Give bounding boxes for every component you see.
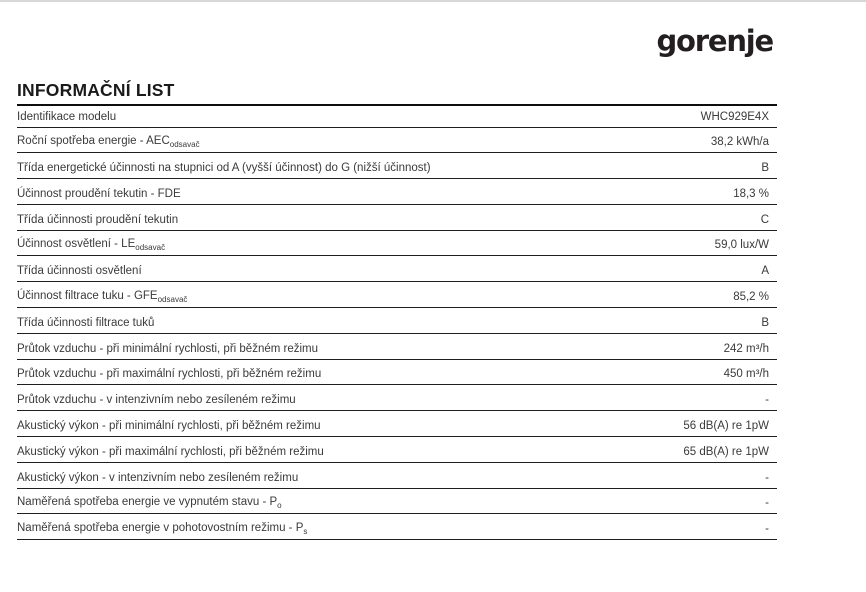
table-row	[17, 106, 777, 128]
table-row	[17, 437, 777, 463]
spec-label-subscript: o	[277, 501, 282, 511]
table-row	[17, 360, 777, 386]
spec-label	[17, 214, 178, 226]
spec-label	[17, 188, 181, 200]
spec-value: 18,3 %	[733, 187, 769, 200]
spec-value: B	[761, 162, 769, 175]
spec-value: B	[761, 316, 769, 329]
spec-value: WHC929E4X	[700, 110, 769, 123]
spec-label	[17, 446, 324, 458]
spec-label	[17, 368, 321, 380]
spec-label-text: Třída energetické účinnosti na stupnici od A (vyšší účinnost) do G (nižší účinnost)	[17, 162, 431, 175]
table-row	[17, 514, 777, 540]
spec-label-text: Roční spotřeba energie - AEC	[17, 135, 170, 148]
spec-label-subscript: s	[303, 527, 308, 537]
spec-label	[17, 265, 142, 277]
table-row	[17, 411, 777, 437]
spec-label-text: Naměřená spotřeba energie ve vypnutém stavu - P	[17, 496, 278, 509]
spec-label-text: Akustický výkon - v intenzivním nebo zesíleném režimu	[17, 471, 299, 484]
spec-label-text: Průtok vzduchu - při maximální rychlosti, při běžném režimu	[17, 368, 322, 381]
table-row	[17, 256, 777, 282]
spec-value: 65 dB(A) re 1pW	[683, 445, 769, 458]
spec-label-text: Účinnost filtrace tuku - GFE	[17, 290, 158, 303]
spec-value: -	[765, 471, 769, 484]
spec-label-text: Akustický výkon - při minimální rychlosti, při běžném režimu	[17, 420, 321, 433]
table-row	[17, 231, 777, 257]
spec-label-text: Průtok vzduchu - při minimální rychlosti, při běžném režimu	[17, 342, 319, 355]
spec-label	[17, 496, 282, 509]
spec-label	[17, 420, 321, 432]
spec-value: -	[765, 394, 769, 407]
spec-value: 56 dB(A) re 1pW	[683, 420, 769, 433]
spec-value: 38,2 kWh/a	[710, 136, 769, 149]
spec-label-text: Třída účinnosti osvětlení	[17, 265, 142, 278]
table-row	[17, 179, 777, 205]
table-row	[17, 128, 777, 154]
spec-value: 85,2 %	[733, 291, 769, 304]
spec-value: 59,0 lux/W	[714, 239, 769, 252]
table-row	[17, 463, 777, 489]
document-header	[17, 24, 777, 58]
spec-value: -	[765, 497, 769, 510]
top-divider	[0, 0, 866, 2]
page-title: INFORMAČNÍ LIST	[17, 80, 777, 106]
gorenje-logo: gorenje	[656, 24, 773, 58]
spec-table	[17, 106, 777, 540]
spec-value: 450 m³/h	[723, 368, 769, 381]
spec-label	[17, 162, 431, 174]
spec-label	[17, 522, 307, 535]
document-content	[17, 24, 777, 540]
table-row	[17, 334, 777, 360]
spec-label-text: Průtok vzduchu - v intenzivním nebo zesíleném režimu	[17, 394, 296, 407]
spec-label	[17, 238, 165, 251]
spec-label-text: Třída účinnosti proudění tekutin	[17, 213, 179, 226]
spec-label-text: Akustický výkon - při maximální rychlosti, při běžném režimu	[17, 445, 324, 458]
table-row	[17, 385, 777, 411]
spec-label-text: Účinnost proudění tekutin - FDE	[17, 187, 181, 200]
table-row	[17, 489, 777, 515]
spec-label	[17, 394, 296, 406]
table-row	[17, 308, 777, 334]
spec-value: C	[760, 213, 769, 226]
spec-label-subscript: odsavač	[169, 140, 200, 150]
spec-label	[17, 111, 116, 123]
spec-label-text: Třída účinnosti filtrace tuků	[17, 316, 155, 329]
spec-label	[17, 343, 318, 355]
spec-value: 242 m³/h	[723, 342, 769, 355]
table-row	[17, 205, 777, 231]
spec-value: -	[765, 523, 769, 536]
spec-label	[17, 290, 187, 303]
spec-label-text: Účinnost osvětlení - LE	[17, 238, 136, 251]
spec-label	[17, 317, 154, 329]
table-row	[17, 153, 777, 179]
spec-label-subscript: odsavač	[157, 295, 188, 305]
spec-label	[17, 472, 298, 484]
spec-value: A	[761, 265, 769, 278]
table-row	[17, 282, 777, 308]
spec-label	[17, 135, 200, 148]
spec-label-text: Identifikace modelu	[17, 110, 117, 123]
spec-label-subscript: odsavač	[135, 243, 166, 253]
spec-label-text: Naměřená spotřeba energie v pohotovostním režimu - P	[17, 522, 304, 535]
